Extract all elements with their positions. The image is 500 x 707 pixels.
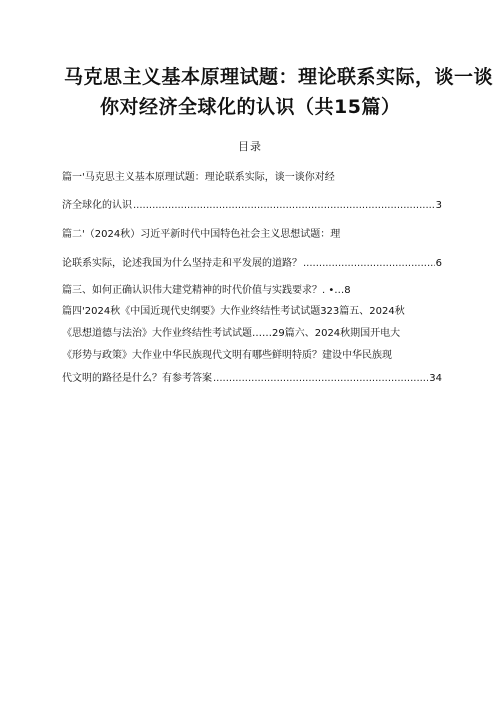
toc-entry-4-leader-dots bbox=[213, 373, 428, 385]
toc-entry-1-leader-dots bbox=[133, 200, 435, 212]
toc-entry-2-page-number: 6 bbox=[435, 258, 442, 269]
toc-entry-4-line-4: 代文明的路径是什么？有参考答案 bbox=[62, 373, 212, 384]
toc-entry-2-leader-dots bbox=[303, 258, 435, 270]
toc-entry-1-line-1: 篇一'马克思主义基本原理试题：理论联系实际，谈一谈你对经 bbox=[62, 172, 335, 183]
toc-entry-3-line-1[interactable]: 篇三、如何正确认识伟大建党精神的时代价值与实践要求？. •…8 bbox=[62, 285, 351, 296]
toc-entry-4-page-number: 34 bbox=[429, 373, 442, 384]
document-title-line-2: 你对经济全球化的认识（共15篇） bbox=[100, 96, 401, 118]
toc-entry-2-line-1: 篇二'（2024秋）习近平新时代中国特色社会主义思想试题：理 bbox=[62, 229, 341, 240]
toc-entry-2-line-2-row[interactable] bbox=[62, 258, 442, 270]
toc-entry-1-line-2: 济全球化的认识 bbox=[62, 200, 132, 211]
toc-entry-4-line-2[interactable]: 《思想道德与法治》大作业终结性考试试题……29篇六、2024秋期国开电大 bbox=[62, 328, 401, 339]
toc-entry-4-line-1[interactable]: 篇四'2024秋《中国近现代史纲要》大作业终结性考试试题323篇五、2024秋 bbox=[62, 306, 405, 317]
toc-entry-1-line-2-row[interactable] bbox=[62, 200, 442, 212]
document-title-line-1: 马克思主义基本原理试题：理论联系实际，谈一谈 bbox=[64, 66, 494, 88]
toc-entry-4-line-4-row[interactable] bbox=[62, 373, 442, 385]
toc-heading: 目录 bbox=[238, 140, 262, 153]
toc-entry-4-line-3[interactable]: 《形势与政策》大作业中华民族现代文明有哪些鲜明特质？建设中华民族现 bbox=[62, 350, 392, 361]
toc-entry-2-line-2: 论联系实际，论述我国为什么坚持走和平发展的道路？ bbox=[62, 258, 302, 269]
toc-entry-1-page-number: 3 bbox=[435, 200, 442, 211]
